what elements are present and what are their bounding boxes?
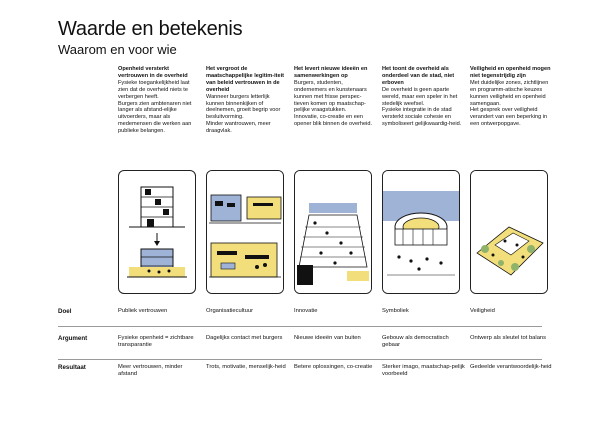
argument-cell: Gebouw als democratisch gebaar [382,335,449,349]
resultaat-cell: Sterker imago, maatschap-pelijk voorbeeld [382,364,465,378]
resultaat-cell: Meer vertrouwen, minder afstand [118,364,183,378]
row-label-argument: Argument [58,335,88,342]
column-body-paragraph: Met duidelijke zones, zichtlijnen en programm-atische keuzes kunnen veiligheid en openheid samengaan. [470,79,549,107]
resultaat-cell: Betere oplossingen, co-creatie [294,364,373,370]
column-heading: Het toont de overheid als onderdeel van de stad, niet erboven [382,66,455,86]
doel-cell: Organisatiecultuur [206,308,254,314]
column-1-text [118,66,200,135]
column-body-paragraph: Wanneer burgers letterlijk kunnen binnenkijken of deelnemen, groeit begrip voor besluitvorming. [206,93,281,121]
column-heading: Veiligheid en openheid mogen niet tegenstrijdig zijn [470,66,551,79]
resultaat-cell: Gedeelde verantwoordelijk-heid [470,364,552,370]
doel-cell: Veiligheid [470,308,495,314]
column-2-text [206,66,288,135]
page-title: Waarde en betekenis [58,18,243,40]
row-divider [58,326,542,327]
plaza-zones-illustration [471,171,547,293]
resultaat-cell: Trots, motivatie, menselijk-heid [206,364,286,370]
column-body-paragraph: Fysieke toegankelijkheid laat zien dat de overheid niets te verbergen heeft. [118,79,190,100]
column-body-paragraph: De overheid is geen aparte wereld, maar een speler in het stedelijk weefsel. [382,86,458,107]
doel-cell: Innovatie [294,308,318,314]
column-3-text [294,66,376,128]
column-body-paragraph: Het gesprek over veiligheid verandert van een beperking in een ontwerpopgave. [470,107,548,128]
illustration-card-openness [118,170,196,294]
page-subtitle: Waarom en voor wie [58,42,177,57]
argument-cell: Nieuwe ideeën van buiten [294,335,361,341]
illustration-card-innovation [294,170,372,294]
illustration-card-symbolism [382,170,460,294]
building-transparency-illustration [119,171,195,293]
doel-cell: Publiek vertrouwen [118,308,168,314]
column-4-text [382,66,464,128]
column-heading: Het levert nieuwe ideeën en samenwerkingen op [294,66,368,79]
row-label-doel: Doel [58,308,72,315]
column-body-paragraph: Innovatie, co-creatie en een opener blik binnen de overheid. [294,114,373,128]
illustration-card-legitimacy [206,170,284,294]
row-label-resultaat: Resultaat [58,364,86,371]
illustration-card-safety [470,170,548,294]
interior-offices-illustration [207,171,283,293]
row-divider [58,359,542,360]
column-body-paragraph: Burgers, studenten, ondernemers en kunstenaars kunnen met frisse perspec-tieven komen op maatschap-pelijke vraagstukken. [294,79,367,114]
column-body-paragraph: Burgers zien ambtenaren niet langer als afstand-elijke uitvoerders, maar als medemensen die werken aan publieke belangen. [118,100,192,135]
amphitheatre-illustration [295,171,371,293]
doel-cell: Symboliek [382,308,409,314]
column-heading: Openheid versterkt vertrouwen in de overheid [118,66,188,79]
circular-building-illustration [383,171,459,293]
argument-cell: Fysieke openheid = zichtbare transparantie [118,335,194,349]
column-body-paragraph: Minder wantrouwen, meer draagvlak. [206,121,271,135]
column-heading: Het vergroot de maatschappelijke legitim-iteit van beleid vertrouwen in de overheid [206,66,285,93]
column-body-paragraph: Fysieke integratie in de stad versterkt sociale cohesie en symboliseert gelijkwaardig-heid. [382,107,462,128]
argument-cell: Ontwerp als sleutel tot balans [470,335,547,341]
column-5-text [470,66,552,128]
argument-cell: Dagelijks contact met burgers [206,335,283,341]
